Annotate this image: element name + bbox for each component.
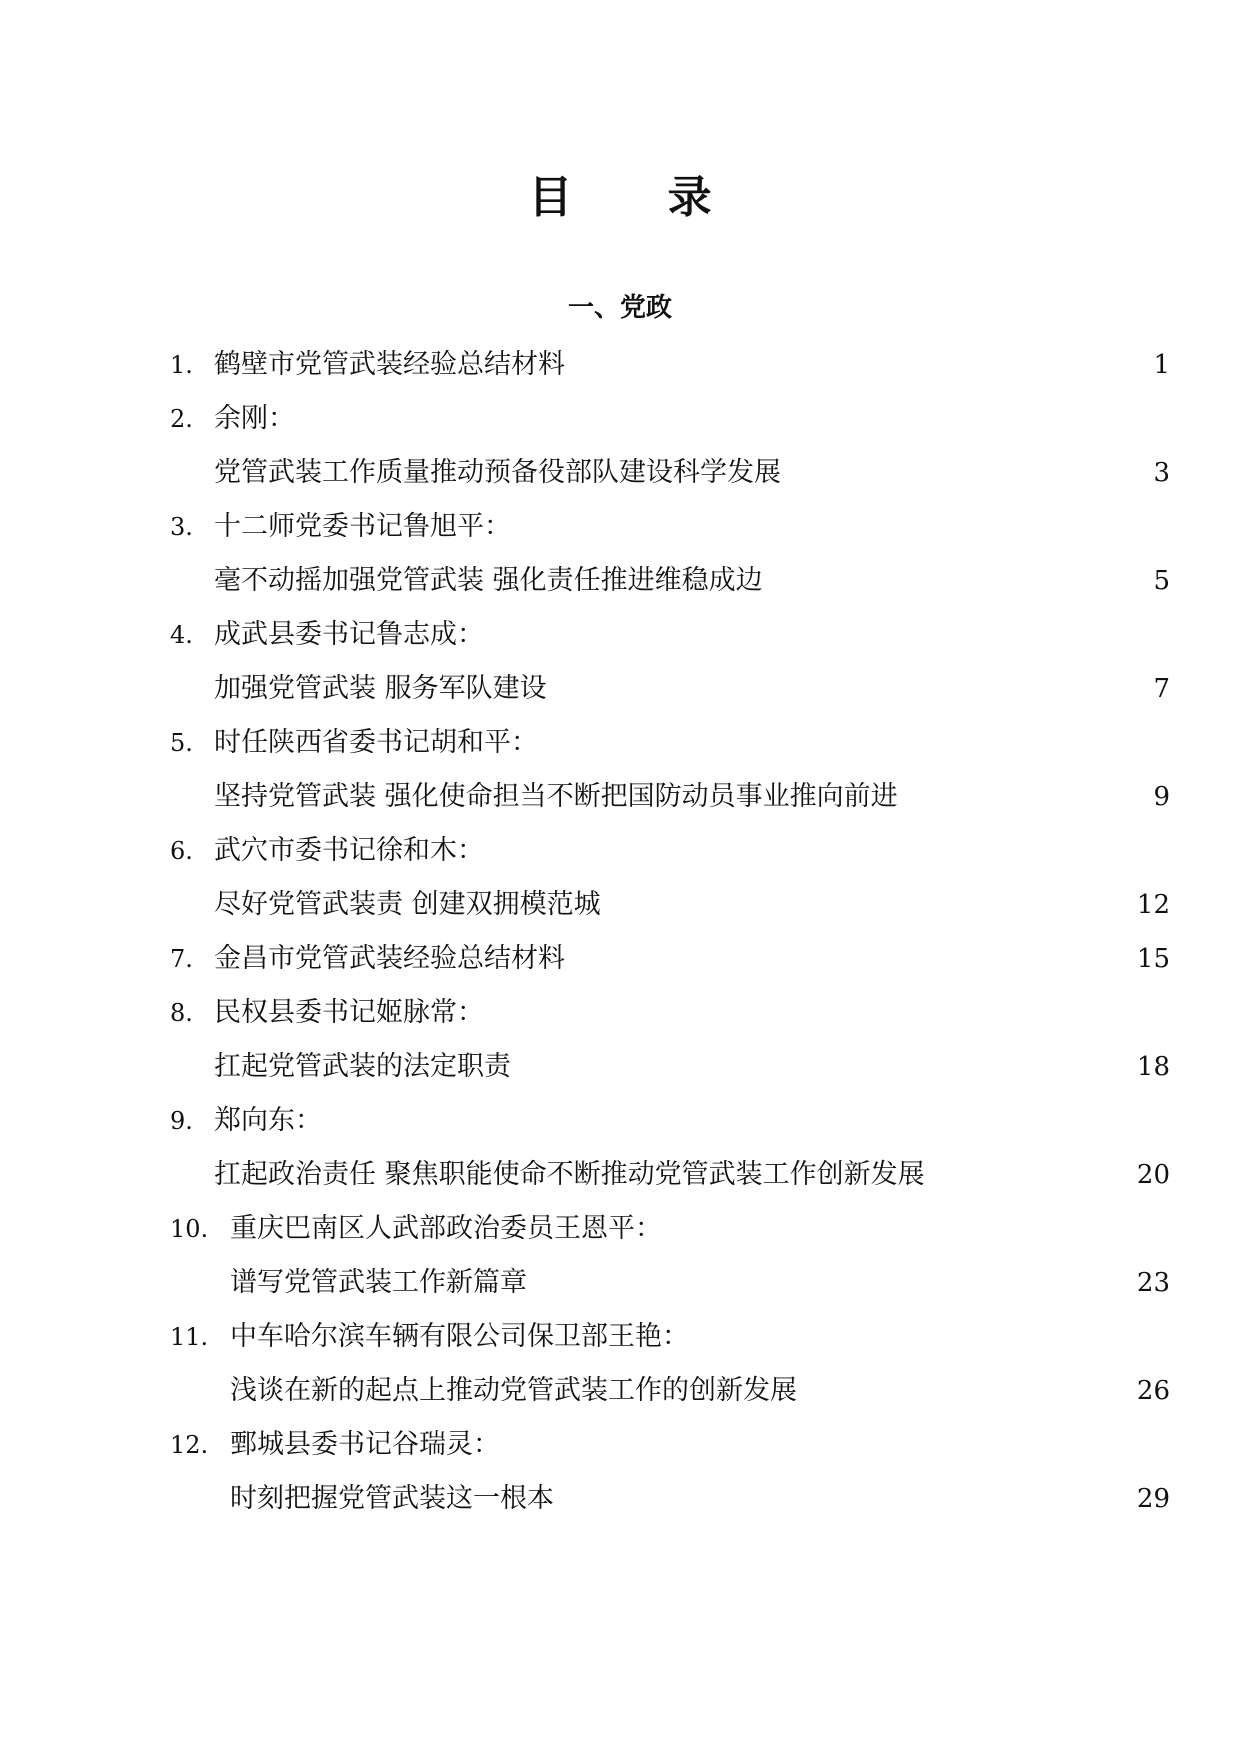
- toc-entry-continuation[interactable]: [170, 446, 1170, 500]
- toc-entry-page: 9: [1153, 782, 1170, 812]
- toc-entry[interactable]: [170, 392, 1170, 446]
- toc-entry-continuation[interactable]: [170, 878, 1170, 932]
- toc-entry-page: 7: [1153, 674, 1170, 704]
- table-of-contents: [170, 338, 1170, 1526]
- toc-entry[interactable]: [170, 338, 1170, 392]
- toc-entry-author: 重庆巴南区人武部政治委员王恩平：: [230, 1213, 662, 1244]
- toc-entry-title: 党管武装工作质量推动预备役部队建设科学发展: [214, 457, 781, 488]
- toc-entry-page: 18: [1136, 1052, 1170, 1082]
- toc-entry-continuation[interactable]: [170, 1040, 1170, 1094]
- toc-entry-number: 7.: [170, 945, 193, 973]
- toc-entry-author: 武穴市委书记徐和木：: [214, 835, 484, 866]
- toc-entry[interactable]: [170, 1094, 1170, 1148]
- toc-entry-title: 浅谈在新的起点上推动党管武装工作的创新发展: [230, 1375, 797, 1406]
- toc-entry-page: 26: [1136, 1376, 1170, 1406]
- toc-entry-number: 10.: [170, 1215, 209, 1243]
- toc-entry-number: 4.: [170, 621, 193, 649]
- toc-entry-continuation[interactable]: [170, 554, 1170, 608]
- toc-entry-author: 中车哈尔滨车辆有限公司保卫部王艳：: [230, 1321, 689, 1352]
- toc-entry-title: 扛起政治责任 聚焦职能使命不断推动党管武装工作创新发展: [214, 1159, 925, 1190]
- toc-entry-page: 12: [1136, 890, 1170, 920]
- toc-entry-number: 11.: [170, 1323, 209, 1351]
- toc-entry-page: 20: [1136, 1160, 1170, 1190]
- toc-entry-title: 坚持党管武装 强化使命担当不断把国防动员事业推向前进: [214, 781, 898, 812]
- toc-entry-number: 5.: [170, 729, 193, 757]
- toc-entry-continuation[interactable]: [170, 1364, 1170, 1418]
- toc-entry-number: 9.: [170, 1107, 193, 1135]
- toc-entry[interactable]: [170, 1202, 1170, 1256]
- toc-entry[interactable]: [170, 716, 1170, 770]
- toc-entry[interactable]: [170, 1310, 1170, 1364]
- toc-entry-title: 毫不动摇加强党管武装 强化责任推进维稳成边: [214, 565, 763, 596]
- toc-entry[interactable]: [170, 500, 1170, 554]
- section-heading: 一、党政: [567, 293, 672, 323]
- toc-entry-page: 1: [1153, 350, 1170, 380]
- toc-entry[interactable]: [170, 608, 1170, 662]
- toc-entry-author: 余刚：: [214, 403, 295, 434]
- toc-entry-page: 5: [1153, 566, 1170, 596]
- toc-entry-author: 成武县委书记鲁志成：: [214, 619, 484, 650]
- toc-entry[interactable]: [170, 1418, 1170, 1472]
- toc-entry-author: 郑向东：: [214, 1105, 322, 1136]
- toc-entry-number: 1.: [170, 351, 193, 379]
- toc-entry-author: 民权县委书记姬脉常：: [214, 997, 484, 1028]
- toc-entry-title: 尽好党管武装责 创建双拥模范城: [214, 889, 601, 920]
- toc-entry-continuation[interactable]: [170, 1256, 1170, 1310]
- toc-entry-title: 时刻把握党管武装这一根本: [230, 1483, 554, 1514]
- toc-entry-number: 12.: [170, 1431, 209, 1459]
- toc-entry-continuation[interactable]: [170, 1472, 1170, 1526]
- toc-entry-author: 十二师党委书记鲁旭平：: [214, 511, 511, 542]
- toc-entry[interactable]: [170, 824, 1170, 878]
- toc-entry-continuation[interactable]: [170, 662, 1170, 716]
- toc-entry-continuation[interactable]: [170, 770, 1170, 824]
- toc-entry-page: 3: [1153, 458, 1170, 488]
- toc-entry-number: 8.: [170, 999, 193, 1027]
- toc-entry-page: 29: [1136, 1484, 1170, 1514]
- toc-entry-page: 23: [1136, 1268, 1170, 1298]
- toc-entry[interactable]: [170, 986, 1170, 1040]
- toc-entry-author: 鄄城县委书记谷瑞灵：: [230, 1429, 500, 1460]
- toc-entry-title: 鹤壁市党管武装经验总结材料: [214, 349, 565, 380]
- toc-entry-title: 扛起党管武装的法定职责: [214, 1051, 511, 1082]
- toc-entry-continuation[interactable]: [170, 1148, 1170, 1202]
- toc-entry-title: 谱写党管武装工作新篇章: [230, 1267, 527, 1298]
- toc-entry-title: 加强党管武装 服务军队建设: [214, 673, 547, 704]
- toc-entry[interactable]: [170, 932, 1170, 986]
- toc-entry-title: 金昌市党管武装经验总结材料: [214, 943, 565, 974]
- toc-entry-number: 3.: [170, 513, 193, 541]
- toc-entry-author: 时任陕西省委书记胡和平：: [214, 727, 538, 758]
- toc-entry-page: 15: [1136, 944, 1170, 974]
- toc-entry-number: 6.: [170, 837, 193, 865]
- toc-entry-number: 2.: [170, 405, 193, 433]
- page-title: 目 录: [528, 172, 752, 223]
